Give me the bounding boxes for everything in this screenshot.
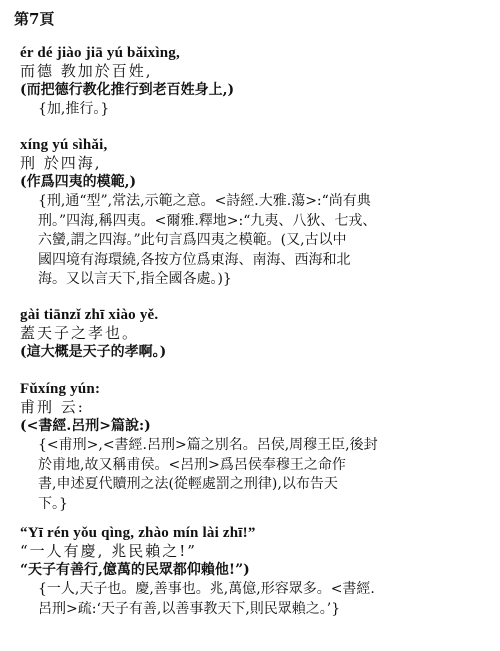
classical-text: “一人有慶, 兆民賴之!” [20, 542, 197, 560]
note-line: 六蠻,謂之四海。”此句言爲四夷之模範。(又,古以中 [38, 232, 347, 248]
pinyin-line: gài tiānzǐ zhī xiào yě. [20, 307, 159, 323]
note-line: 下。} [38, 495, 68, 512]
passage-section-5 [20, 524, 490, 619]
pinyin-line: xíng yú sìhǎi, [20, 137, 108, 153]
translation-line: (而把德行教化推行到老百姓身上,) [20, 82, 235, 98]
passage-section-4 [20, 380, 490, 514]
passage-section-1 [20, 44, 490, 120]
pinyin-line: “Yī rén yǒu qìng, zhào mín lài zhī!” [20, 525, 256, 541]
annotation-note [20, 100, 486, 120]
note-line: 書,申述夏代贖刑之法(從輕處罰之刑律),以布告天 [38, 476, 338, 492]
annotation-note [20, 192, 486, 290]
annotation-note [20, 580, 486, 619]
note-line: 於甫地,故又稱甫侯。<呂刑>爲呂侯奉穆王之命作 [38, 456, 346, 473]
classical-text: 刑 於四海, [20, 154, 102, 172]
translation-line: “天子有善行,億萬的民眾都仰賴他!”) [20, 562, 250, 578]
passage-section-3 [20, 306, 490, 362]
note-line: {加,推行。} [38, 101, 110, 117]
note-line: 呂刑>疏:‘天子有善,以善事教天下,則民眾賴之。’} [38, 600, 341, 617]
note-line: 國四境有海環繞,各按方位爲東海、南海、西海和北 [38, 251, 351, 268]
note-line: 刑。”四海,稱四夷。<爾雅.釋地>:“九夷、八狄、七戎、 [38, 212, 377, 229]
note-line: {一人,天子也。慶,善事也。兆,萬億,形容眾多。<書經. [38, 581, 375, 597]
passage-section-2 [20, 136, 490, 290]
page-number: 第7頁 [14, 10, 55, 28]
translation-line: (這大概是天子的孝啊。) [20, 344, 167, 360]
classical-text: 而德 教加於百姓, [20, 62, 153, 80]
pinyin-line: Fǔxíng yún: [20, 381, 101, 397]
note-line: {<甫刑>,<書經.呂刑>篇之別名。呂侯,周穆王臣,後封 [38, 437, 378, 453]
translation-line: (作爲四夷的模範,) [20, 174, 137, 190]
note-line: {刑,通“型”,常法,示範之意。<詩經.大雅.蕩>:“尚有典 [38, 193, 371, 209]
note-line: 海。又以言天下,指全國各處。)} [38, 271, 232, 287]
annotation-note [20, 436, 486, 514]
translation-line: (<書經.呂刑>篇說:) [20, 418, 151, 434]
pinyin-line: ér dé jiào jiā yú bǎixìng, [20, 45, 180, 61]
classical-text: 甫刑 云: [20, 398, 85, 416]
classical-text: 蓋天子之孝也。 [20, 324, 140, 342]
